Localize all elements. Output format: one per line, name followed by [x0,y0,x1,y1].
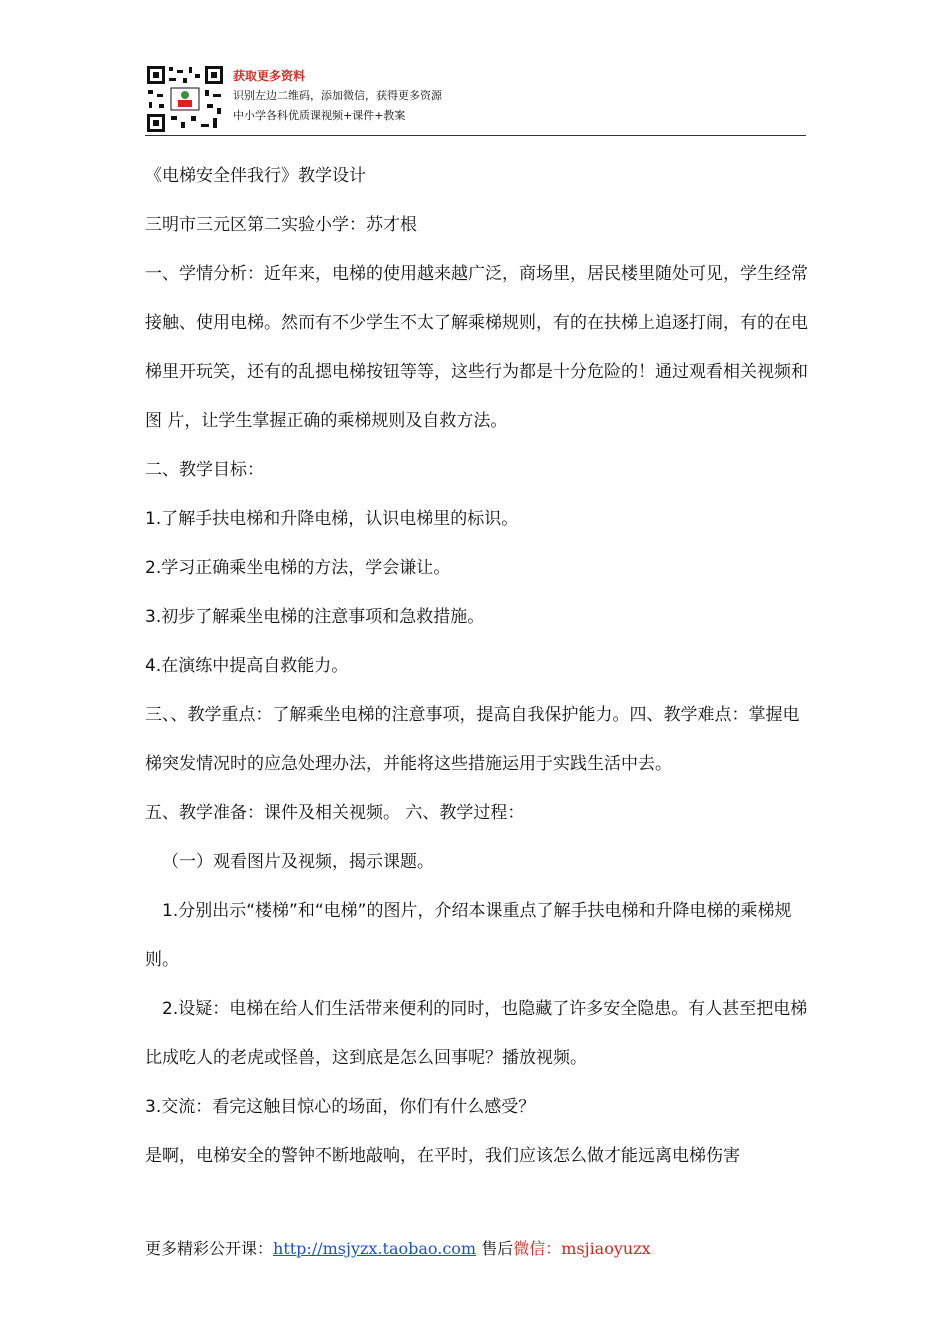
footer-shop-link[interactable]: http://msjyzx.taobao.com [273,1239,477,1258]
step-heading: （一）观看图片及视频，揭示课题。 [162,852,434,872]
goal-3: 3.初步了解乘坐电梯的注意事项和急救措施。 [145,607,485,627]
footer-prefix: 更多精彩公开课： [145,1239,274,1258]
paragraph-key-points: 三、、教学重点：了解乘坐电梯的注意事项，提高自我保护能力。四、教学难点：掌握电梯突发情况时的应急处理办法，并能将这些措施运用于实践生活中去。 [145,705,800,774]
promo-line-2: 中小学各科优质课视频+课件+教案 [233,109,406,122]
promo-text [233,66,442,126]
goals-heading: 二、教学目标： [145,460,264,480]
step-3: 3.交流：看完这触目惊心的场面，你们有什么感受？ [145,1097,536,1117]
step-2: 2.设疑：电梯在给人们生活带来便利的同时，也隐藏了许多安全隐患。有人甚至把电梯比成吃人的老虎或怪兽，这到底是怎么回事呢？播放视频。 [145,999,808,1068]
footer-after-label: 售后 [476,1239,514,1258]
goal-4: 4.在演练中提高自救能力。 [145,656,349,676]
goal-1: 1.了解手扶电梯和升降电梯，认识电梯里的标识。 [145,509,519,529]
document-body [145,152,810,1181]
step-4: 是啊，电梯安全的警钟不断地敲响，在平时，我们应该怎么做才能远离电梯伤害 [145,1146,740,1166]
promo-title: 获取更多资料 [233,69,306,83]
paragraph-analysis: 一、学情分析：近年来，电梯的使用越来越广泛，商场里，居民楼里随处可见，学生经常接触、使用电梯。然而有不少学生不太了解乘梯规则，有的在扶梯上追逐打闹，有的在电梯里开玩笑，还有的乱摁电梯按钮等等，这些行为都是十分危险的！通过观看相关视频和图 片，让学生掌握正确的乘梯规则及自救方法。 [145,264,808,431]
document-title: 《电梯安全伴我行》教学设计 [145,166,366,186]
promo-header [145,64,806,134]
footer-wechat-label: 微信： [513,1239,562,1258]
footer [145,1236,651,1259]
paragraph-preparation: 五、教学准备：课件及相关视频。 六、教学过程： [145,803,525,823]
header-divider [145,135,806,136]
step-1: 1.分别出示“楼梯”和“电梯”的图片，介绍本课重点了解手扶电梯和升降电梯的乘梯规则。 [145,901,792,970]
goal-2: 2.学习正确乘坐电梯的方法，学会谦让。 [145,558,451,578]
author-line: 三明市三元区第二实验小学：苏才根 [145,215,417,235]
footer-wechat-id: msjiaoyuzx [561,1239,651,1258]
promo-line-1: 识别左边二维码，添加微信，获得更多资源 [233,89,442,102]
qr-code-icon[interactable] [145,64,225,134]
